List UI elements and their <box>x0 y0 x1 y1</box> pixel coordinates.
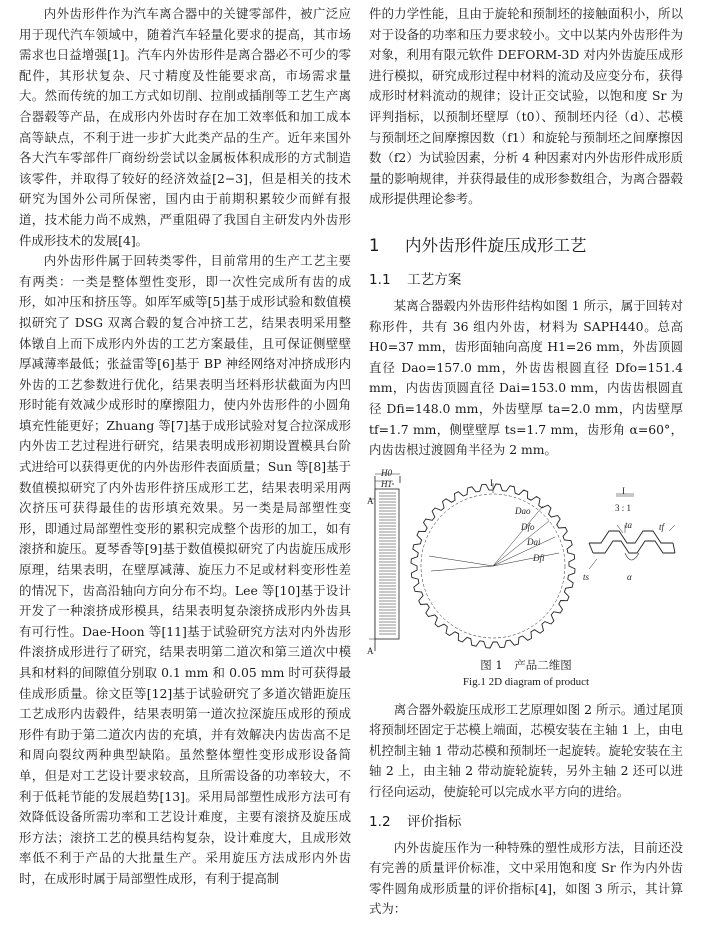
figure-caption-cn: 图 1 产品二维图 <box>480 657 572 672</box>
label-dao: Dao <box>515 505 531 516</box>
label-dfo: Dfo <box>521 521 535 532</box>
paragraph-spinning-principle: 离合器外毂旋压成形工艺原理如图 2 所示。通过尾顶将预制坯固定于芯模上端面，芯模安装在主轴 1 上，由电机控制主轴 1 带动芯模和预制坯一起旋转。旋轮安装在主轴 2 上，由主轴 2 带动旋轮旋转，另外主轴 2 还可以进行径向运动，使旋轮可以完成水平方向的进给。 <box>369 701 683 800</box>
label-ta: ta <box>625 519 633 530</box>
subsection-title: 工艺方案 <box>407 271 462 288</box>
label-detail-i: I <box>622 485 625 496</box>
paragraph-product-spec: 某离合器毂内外齿形件结构如图 1 所示，属于回转对称形件，共有 36 组内外齿，材料为 SAPH440。总高 H0=37 mm，齿形面轴向高度 H1=26 mm，外齿顶圆直径 Dao=157.0 mm，外齿齿根圆直径 Dfo=151.4 mm，内齿齿顶圆直径 Dai=153.0 mm，内齿齿根圆直径 Dfi=148.0 mm，外齿壁厚 ta=2.0 mm，内齿壁厚 tf=1.7 mm，侧壁壁厚 ts=1.7 mm，齿形角 α=60°，内齿齿根过渡圆角半径为 2 mm。 <box>369 297 683 458</box>
label-scale: 3 : 1 <box>615 502 632 513</box>
label-dai: Dai <box>527 536 541 547</box>
subsection-heading-1-1 <box>369 270 683 290</box>
gear-front-view <box>411 483 575 648</box>
subsection-heading-1-2 <box>369 812 683 832</box>
paragraph-process-review: 内外齿形件属于回转类零件，目前常用的生产工艺主要有两类：一类是整体塑性变形，即一次性完成所有齿的成形，如冲压和挤压等。如厍军威等[5]基于成形试验和数值模拟研究了 DSG 双离合毂的复合冲挤工艺，结果表明采用整体镦自上而下成形内外齿的工艺方案最佳，且可保证侧壁壁厚减薄率最低；张益雷等[6]基于 BP 神经网络对冲挤成形内外齿的工艺参数进行优化，结果表明当坯料形状截面为内凹形时能有效减少成形时的摩擦阻力，使内外齿形件的小圆角填充性能更好；Zhuang 等[7]基于成形试验对复合拉深成形内外齿工艺过程进行研究，结果表明成形初期设置模具台阶式进给可以获得更优的内外齿形件表面质量；Sun 等[8]基于数值模拟研究了内外齿形件挤压成形工艺，结果表明采用两次挤压可获得最佳的齿形填充效果。另一类是局部塑性变形，即通过局部塑性变形的累积完成整个齿形的加工，如有滚挤和旋压。夏琴香等[9]基于数值模拟研究了内齿旋压成形原理，结果表明，在壁厚减薄、旋压力不足或材料变形性差的情况下，齿高沿轴向方向分布不均。Lee 等[10]基于设计开发了一种滚挤成形模具，结果表明复杂滚挤成形内外齿具有可行性。Dae-Hoon 等[11]基于试验研究方法对内外齿形件滚挤成形进行了研究，结果表明第二道次和第三道次中模具和材料的间隙值分别取 0.1 mm 和 0.05 mm 时可获得最佳成形质量。徐文臣等[12]基于试验研究了多道次错距旋压工艺成形内齿毂件，结果表明第一道次拉深旋压成形的预成形件有助于第二道次内齿的充填，并有效解决内齿齿高不足和周向裂纹两种典型缺陷。虽然整体塑性变形成形设备简单，但是对工艺设计要求较高，且所需设备的功率较大，不利于低耗节能的发展趋势[13]。采用局部塑性成形方法可有效降低设备所需功率和工艺设计难度，主要有滚挤及旋压成形方法；滚挤工艺的模具结构复杂，设计难度大，且成形效率低不利于产品的大批量生产。采用旋压方法成形内外齿时，在成形时属于局部塑性成形，有利于提高制 <box>19 253 351 886</box>
subsection-number: 1.2 <box>369 813 391 830</box>
dim-line-dfi <box>493 553 559 566</box>
label-h0: H0 <box>381 467 392 478</box>
figure-caption-en: Fig.1 2D diagram of product <box>462 675 590 688</box>
paragraph-evaluation-index: 内外齿旋压作为一种特殊的塑性成形方法，目前还没有完善的质量评价标准，文中采用饱和度 Sr 作为内外齿零件圆角成形质量的评价指标[4]，如图 3 所示，其计算式为： <box>369 839 683 917</box>
label-alpha: α <box>627 571 632 582</box>
section-title: 内外齿形件旋压成形工艺 <box>405 235 587 255</box>
section-heading-1 <box>369 235 683 257</box>
left-column <box>19 4 351 890</box>
subsection-number: 1.1 <box>369 271 391 288</box>
label-detail-i-center: I <box>490 477 493 488</box>
label-section-a-bottom: A <box>367 645 374 656</box>
label-section-a-top: A <box>367 495 374 506</box>
label-ts: ts <box>583 571 590 582</box>
label-h1: H1 <box>381 478 392 489</box>
figure-product-2d-diagram <box>367 467 683 656</box>
subsection-title: 评价指标 <box>407 813 462 830</box>
label-tf: tf <box>659 521 665 532</box>
paragraph-continued: 件的力学性能，且由于旋轮和预制坯的接触面积小，所以对于设备的功率和压力要求较小。文中以某内外齿形件为对象，利用有限元软件 DEFORM-3D 对内外齿旋压成形进行模拟，研究成形过程中材料的流动及应变分布，获得成形时材料流动的规律；设计正交试验，以饱和度 Sr 为评判指标，以预制坯壁厚（t0）、预制坯内径（d）、芯模与预制坯之间摩擦因数（f1）和旋轮与预制坯之间摩擦因数（f2）为试验因素，分析 4 种因素对内外齿形件成形质量的影响规律，并获得最佳的成形参数组合，为离合器毂成形提供理论参考。 <box>369 6 683 207</box>
right-column <box>369 4 683 920</box>
label-dfi: Dfi <box>533 552 545 563</box>
product-drawing <box>369 471 683 654</box>
section-number: 1 <box>369 235 380 255</box>
paragraph-intro: 内外齿形件作为汽车离合器中的关键零部件，被广泛应用于现代汽车领域中，随着汽车轻量化要求的提高，其市场需求也日益增强[1]。汽车内外齿形件是离合器必不可少的零配件，其形状复杂、尺寸精度及性能要求高，市场需求量大。然而传统的加工方式如切削、拉削或插削等工艺生产离合器毂等产品，在成形内外齿时存在加工效率低和加工成本高等缺点，不利于进一步扩大此类产品的生产。近年来国外各大汽车零部件厂商纷纷尝试以金属板体积成形的方式制造该零件，并取得了较好的经济效益[2−3]，但是相关的技术研究为国外公司所保密，国内由于前期积累较少而鲜有报道，技术能力尚不成熟，严重阻碍了我国自主研发内外齿形件成形技术的发展[4]。 <box>19 6 351 248</box>
